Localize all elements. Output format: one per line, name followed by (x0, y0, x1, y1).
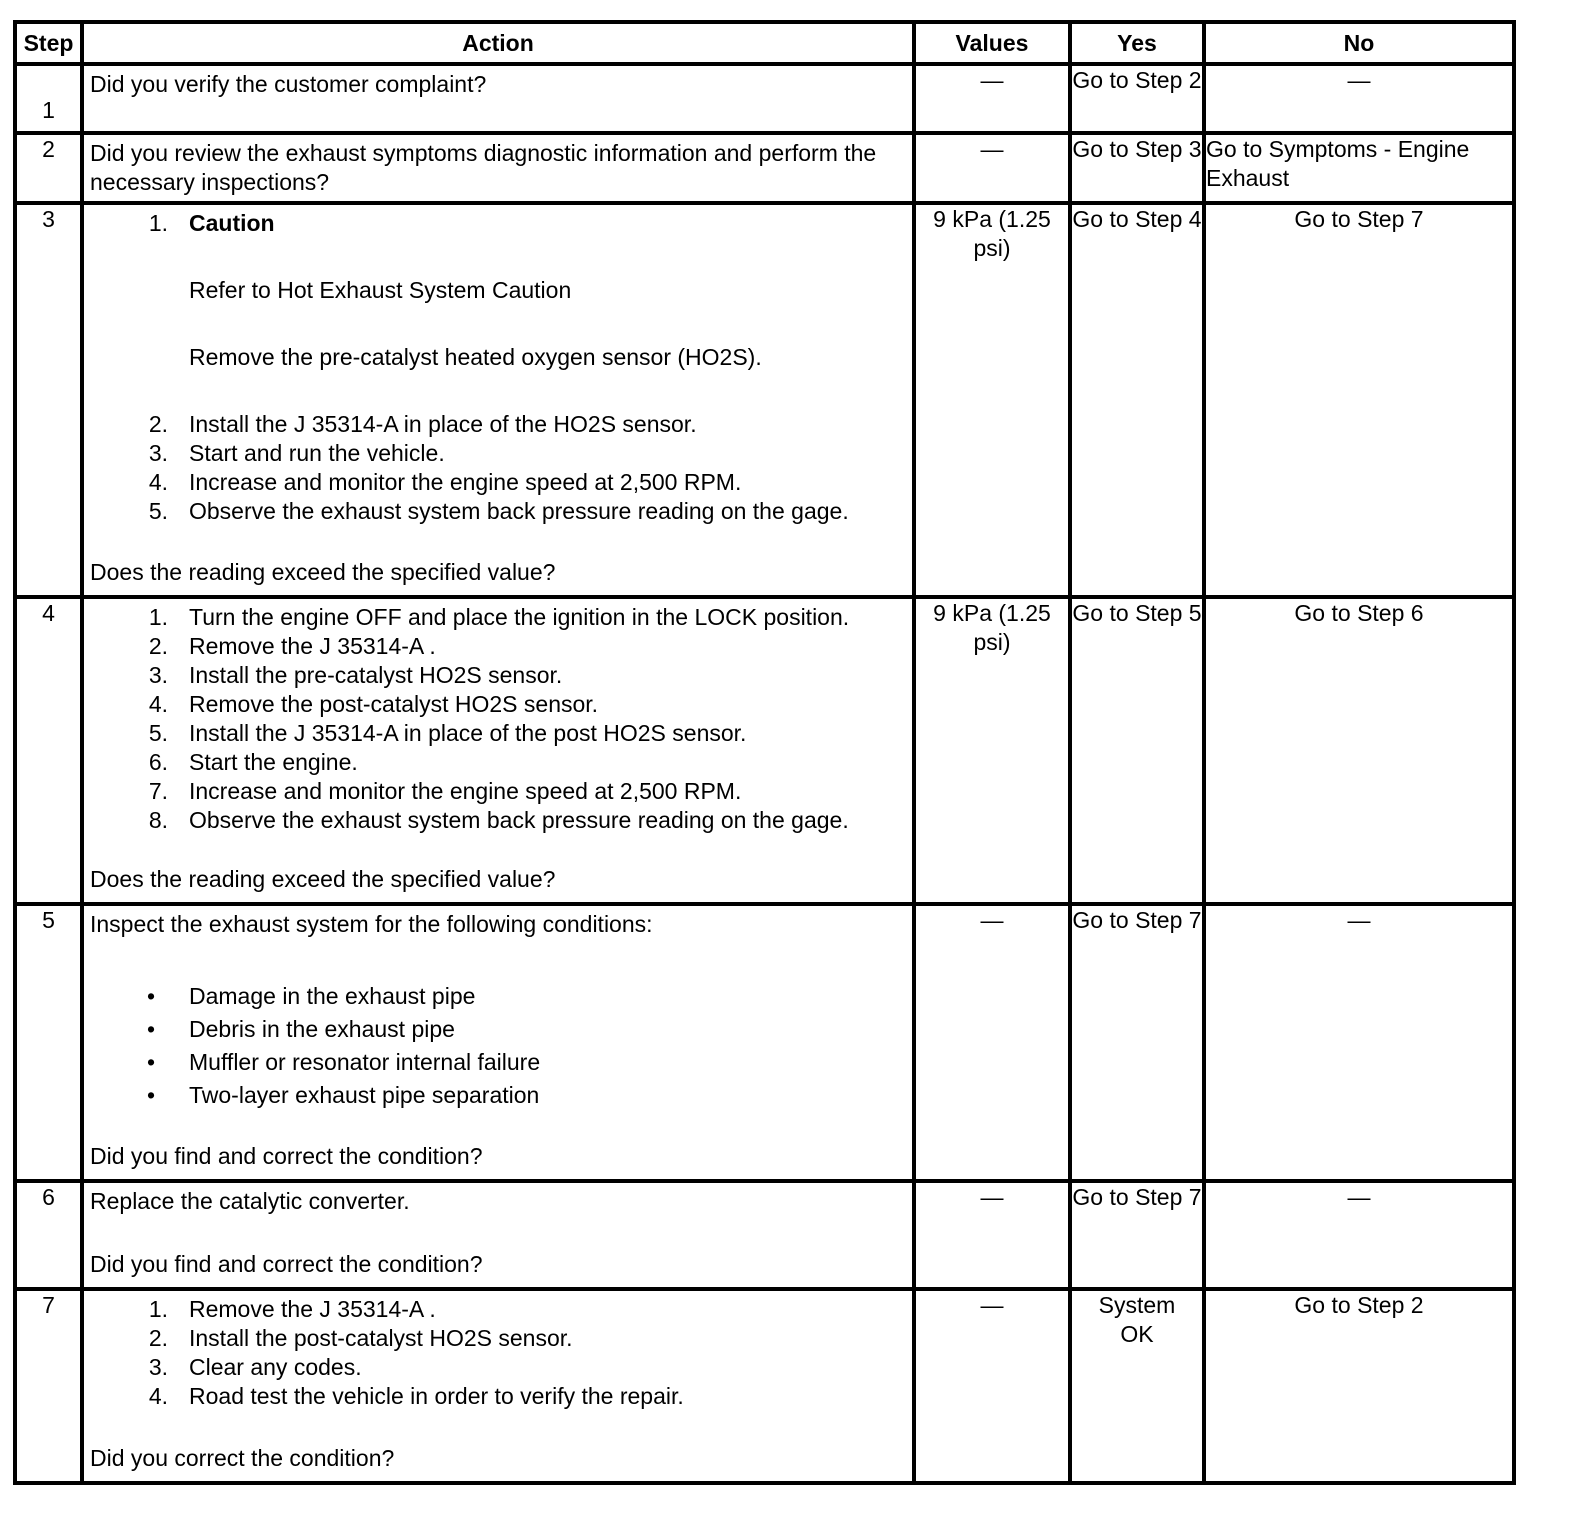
step-number: 5 (15, 904, 82, 1181)
item-text: Remove the J 35314-A . (189, 1296, 436, 1322)
item-text: Remove the post-catalyst HO2S sensor. (189, 691, 599, 717)
yes-cell: Go to Step 7 (1070, 1181, 1204, 1289)
step-number: 2 (15, 133, 82, 203)
item-text: Two-layer exhaust pipe separation (189, 1082, 540, 1108)
item-number: 2. (148, 1325, 168, 1351)
list-item (90, 777, 906, 806)
bullet-icon: • (146, 983, 156, 1009)
item-number: 7. (148, 778, 168, 804)
item-text: Muffler or resonator internal failure (189, 1049, 541, 1075)
item-number: 8. (148, 807, 168, 833)
values-cell: — (914, 133, 1070, 203)
item-number: 3. (148, 440, 168, 466)
list-item (90, 748, 906, 777)
table-row (15, 904, 1514, 1181)
caution-reference-text: Refer to Hot Exhaust System Caution (189, 277, 572, 303)
item-text: Turn the engine OFF and place the ignition in the LOCK position. (189, 604, 850, 630)
step-number: 7 (15, 1289, 82, 1483)
caution-title: Caution (189, 210, 275, 236)
item-text: Damage in the exhaust pipe (189, 983, 476, 1009)
question-text: Did you correct the condition? (90, 1445, 395, 1471)
item-text: Install the pre-catalyst HO2S sensor. (189, 662, 563, 688)
item-number: 4. (148, 1383, 168, 1409)
table-row (15, 1181, 1514, 1289)
no-cell: — (1204, 904, 1514, 1181)
item-number: 3. (148, 1354, 168, 1380)
values-cell: — (914, 904, 1070, 1181)
header-action: Action (82, 22, 914, 64)
item-text: Install the J 35314-A in place of the post HO2S sensor. (189, 720, 747, 746)
action-cell (82, 597, 914, 904)
table-row (15, 1289, 1514, 1483)
table-row (15, 597, 1514, 904)
yes-cell: System OK (1070, 1289, 1204, 1483)
question-text: Did you find and correct the condition? (90, 1143, 483, 1169)
bullet-icon: • (146, 1049, 156, 1075)
item-number: 1. (148, 604, 168, 630)
values-cell: 9 kPa (1.25 psi) (914, 597, 1070, 904)
header-no: No (1204, 22, 1514, 64)
step-number: 3 (15, 203, 82, 597)
item-number: 6. (148, 749, 168, 775)
values-cell: — (914, 64, 1070, 133)
item-text: Debris in the exhaust pipe (189, 1016, 455, 1042)
header-step: Step (15, 22, 82, 64)
list-item (90, 632, 906, 661)
yes-cell: Go to Step 2 (1070, 64, 1204, 133)
question-text: Did you find and correct the condition? (90, 1251, 483, 1277)
no-cell: Go to Step 2 (1204, 1289, 1514, 1483)
yes-cell: Go to Step 5 (1070, 597, 1204, 904)
yes-cell: Go to Step 4 (1070, 203, 1204, 597)
action-text: Did you review the exhaust symptoms diagnostic information and perform the necessary inspections? (90, 140, 877, 195)
item-number: 2. (148, 633, 168, 659)
diagnostic-table (13, 20, 1516, 1485)
action-text: Did you verify the customer complaint? (90, 71, 487, 97)
item-text: Start the engine. (189, 749, 358, 775)
list-item (90, 982, 906, 1011)
caution-action (90, 343, 906, 372)
question-text: Does the reading exceed the specified value? (90, 559, 556, 585)
item-number: 1. (148, 210, 168, 236)
list-item (90, 806, 906, 835)
caution-action-text: Remove the pre-catalyst heated oxygen sensor (HO2S). (189, 344, 762, 370)
item-text: Observe the exhaust system back pressure reading on the gage. (189, 498, 849, 524)
header-row (15, 22, 1514, 64)
bullet-icon: • (146, 1016, 156, 1042)
bullet-icon: • (146, 1082, 156, 1108)
list-item (90, 209, 906, 238)
no-cell: Go to Step 6 (1204, 597, 1514, 904)
step-number: 6 (15, 1181, 82, 1289)
list-item (90, 468, 906, 497)
values-cell: — (914, 1289, 1070, 1483)
yes-cell: Go to Step 3 (1070, 133, 1204, 203)
item-text: Road test the vehicle in order to verify the repair. (189, 1383, 684, 1409)
list-item (90, 1324, 906, 1353)
list-item (90, 497, 906, 526)
table-row (15, 203, 1514, 597)
action-cell (82, 1289, 914, 1483)
list-item (90, 439, 906, 468)
item-number: 5. (148, 720, 168, 746)
action-cell (82, 64, 914, 133)
list-item (90, 1048, 906, 1077)
item-text: Observe the exhaust system back pressure reading on the gage. (189, 807, 849, 833)
no-cell: Go to Step 7 (1204, 203, 1514, 597)
no-cell: Go to Symptoms - Engine Exhaust (1204, 133, 1514, 203)
item-text: Remove the J 35314-A . (189, 633, 436, 659)
list-item (90, 1015, 906, 1044)
item-text: Increase and monitor the engine speed at 2,500 RPM. (189, 469, 742, 495)
item-text: Clear any codes. (189, 1354, 362, 1380)
intro-text: Replace the catalytic converter. (90, 1188, 410, 1214)
list-item (90, 1382, 906, 1411)
item-text: Increase and monitor the engine speed at 2,500 RPM. (189, 778, 742, 804)
item-number: 4. (148, 469, 168, 495)
list-item (90, 719, 906, 748)
list-item (90, 410, 906, 439)
list-item (90, 661, 906, 690)
action-cell (82, 904, 914, 1181)
step-number: 4 (15, 597, 82, 904)
yes-cell: Go to Step 7 (1070, 904, 1204, 1181)
item-text: Start and run the vehicle. (189, 440, 445, 466)
item-number: 2. (148, 411, 168, 437)
item-number: 5. (148, 498, 168, 524)
item-number: 4. (148, 691, 168, 717)
action-cell (82, 1181, 914, 1289)
table-row (15, 64, 1514, 133)
intro-text: Inspect the exhaust system for the following conditions: (90, 911, 653, 937)
action-cell (82, 133, 914, 203)
header-values: Values (914, 22, 1070, 64)
values-cell: 9 kPa (1.25 psi) (914, 203, 1070, 597)
list-item (90, 1353, 906, 1382)
item-text: Install the J 35314-A in place of the HO2S sensor. (189, 411, 697, 437)
values-cell: — (914, 1181, 1070, 1289)
item-number: 1. (148, 1296, 168, 1322)
list-item (90, 603, 906, 632)
list-item (90, 690, 906, 719)
list-item (90, 1295, 906, 1324)
item-number: 3. (148, 662, 168, 688)
question-text: Does the reading exceed the specified value? (90, 866, 556, 892)
header-yes: Yes (1070, 22, 1204, 64)
no-cell: — (1204, 64, 1514, 133)
table-row (15, 133, 1514, 203)
step-number: 1 (15, 64, 82, 133)
no-cell: — (1204, 1181, 1514, 1289)
list-item (90, 1081, 906, 1110)
item-text: Install the post-catalyst HO2S sensor. (189, 1325, 573, 1351)
action-cell (82, 203, 914, 597)
caution-reference (90, 276, 906, 305)
